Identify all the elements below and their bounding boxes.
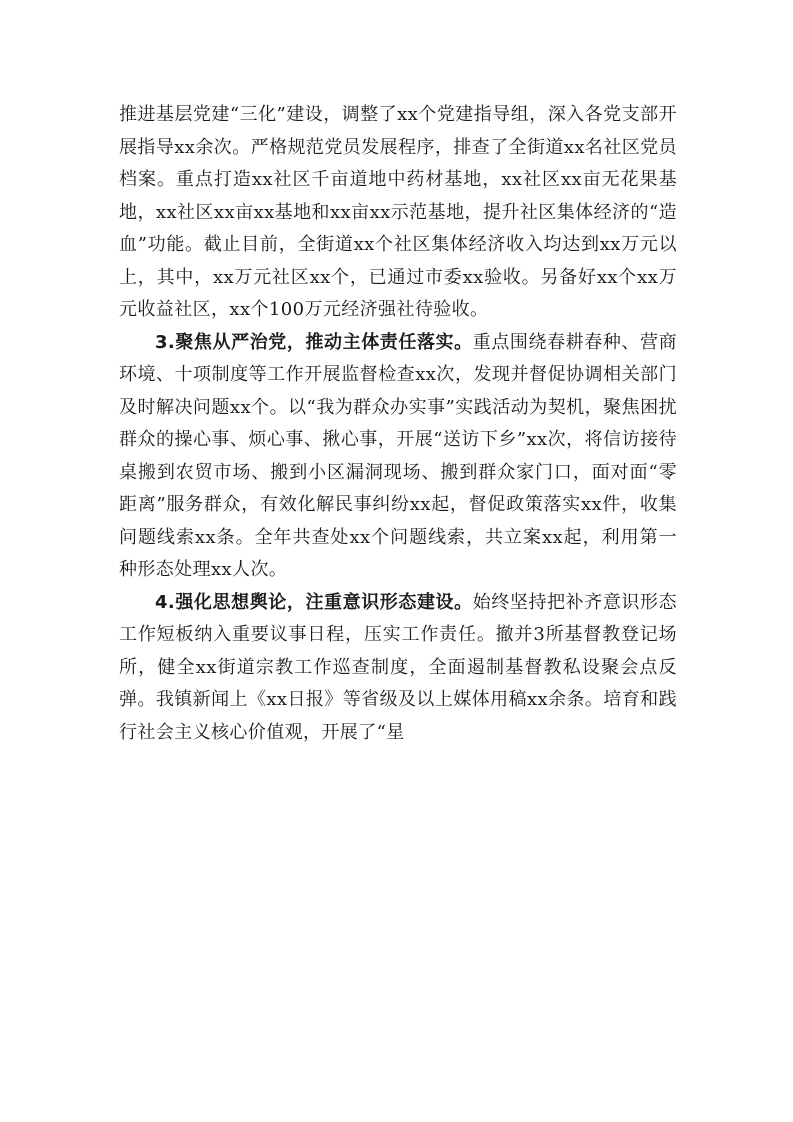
paragraph-text: 始终坚持把补齐意识形态工作短板纳入重要议事日程，压实工作责任。撤并3所基督教登记场所，健全xx街道宗教工作巡查制度，全面遏制基督教私设聚会点反弹。我镇新闻上《xx日报》等省级及以上媒体用稿xx余条。培育和践行社会主义核心价值观，开展了“星 [119, 591, 677, 743]
paragraph-strict-governance [119, 327, 677, 587]
paragraph-text: 推进基层党建“三化”建设，调整了xx个党建指导组，深入各党支部开展指导xx余次。严格规范党员发展程序，排查了全街道xx名社区党员档案。重点打造xx社区千亩道地中药材基地，xx社区xx亩无花果基地，xx社区xx亩xx基地和xx亩xx示范基地，提升社区集体经济的“造血”功能。截止目前，全街道xx个社区集体经济收入均达到xx万元以上，其中，xx万元社区xx个，已通过市委xx验收。另备好xx个xx万元收益社区，xx个100万元经济强社待验收。 [119, 104, 677, 320]
paragraph-ideology [119, 587, 677, 750]
paragraph-party-building [119, 99, 677, 327]
section-heading-4: 4.强化思想舆论，注重意识形态建设。 [155, 591, 473, 613]
section-heading-3: 3.聚焦从严治党，推动主体责任落实。 [155, 331, 473, 353]
document-body [119, 99, 677, 749]
paragraph-text: 重点围绕春耕春种、营商环境、十项制度等工作开展监督检查xx次，发现并督促协调相关部门及时解决问题xx个。以“我为群众办实事”实践活动为契机，聚焦困扰群众的操心事、烦心事、揪心事，开展“送访下乡”xx次，将信访接待桌搬到农贸市场、搬到小区漏洞现场、搬到群众家门口，面对面“零距离”服务群众，有效化解民事纠纷xx起，督促政策落实xx件，收集问题线索xx条。全年共查处xx个问题线索，共立案xx起，利用第一种形态处理xx人次。 [119, 331, 677, 580]
